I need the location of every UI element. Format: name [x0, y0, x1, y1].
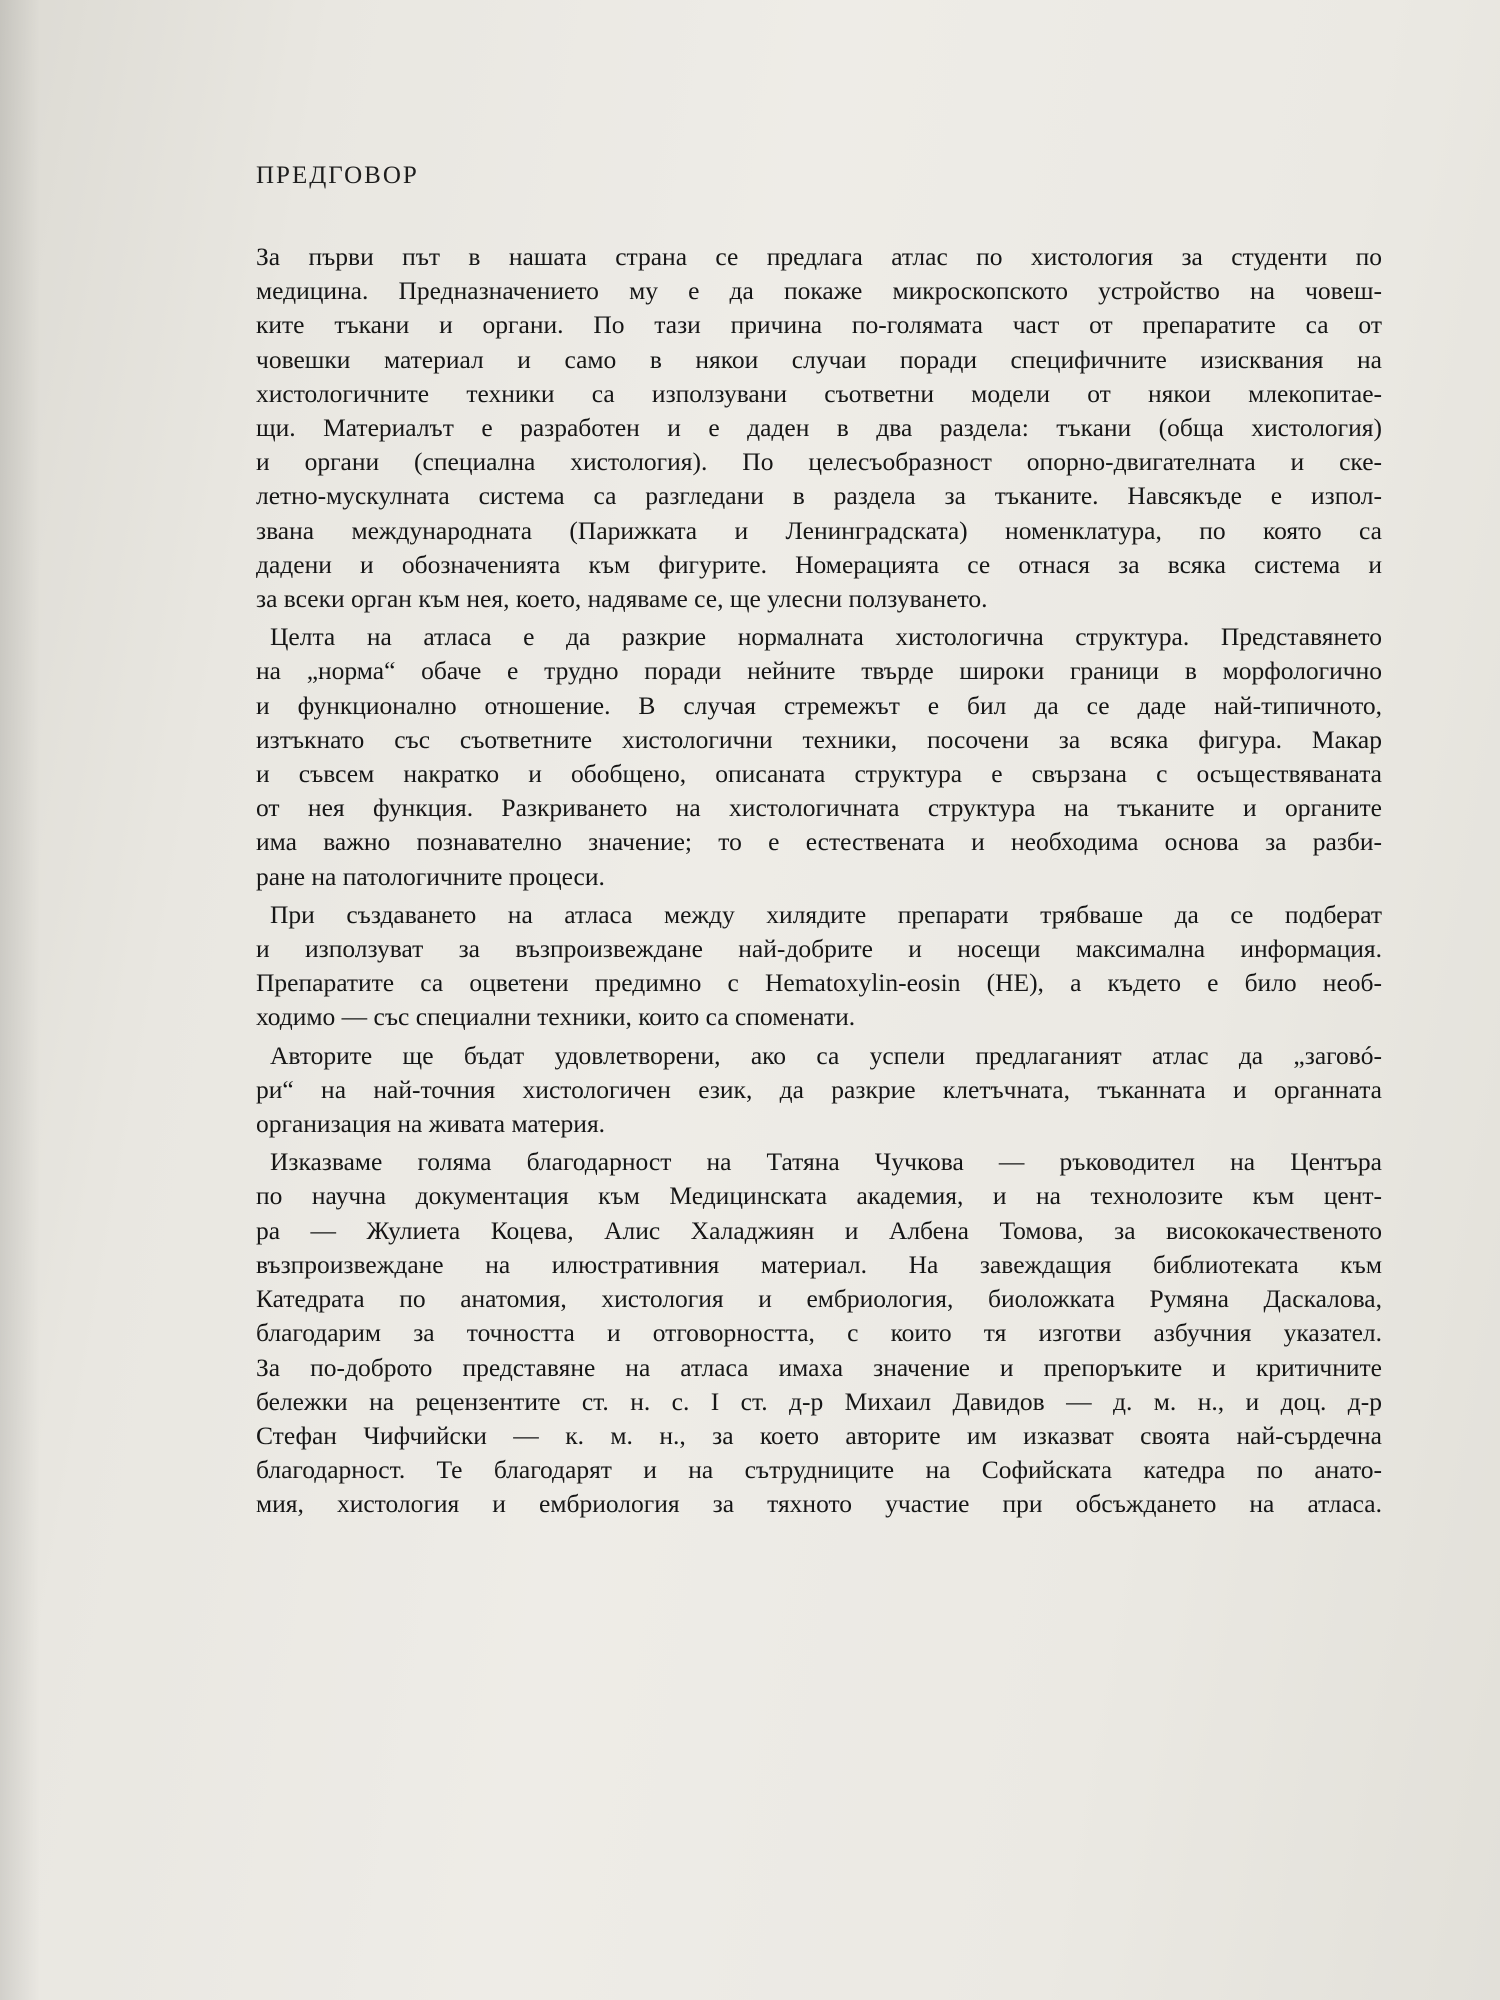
text-line: благодарност. Те благодарят и на сътрудниците на Софийската катедра по анато-	[256, 1455, 1382, 1485]
text-line: Целта на атласа е да разкрие нормалната хистологична структура. Представянето	[270, 622, 1382, 652]
text-line: Стефан Чифчийски — к. м. н., за което авторите им изказват своята най-сърдечна	[256, 1420, 1382, 1450]
text-line: За първи път в нашата страна се предлага атлас по хистология за студенти по	[256, 242, 1382, 271]
text-line: на „норма“ обаче е трудно поради нейните твърде широки граници в морфологично	[256, 656, 1382, 686]
text-line: ходимо — със специални техники, които са споменати.	[256, 1002, 856, 1032]
text-line: мия, хистология и ембриология за тяхното участие при обсъждането на атласа.	[256, 1489, 1382, 1519]
paragraph-3	[256, 898, 1382, 1035]
text-line: Препаратите са оцветени предимно с Hematoxylin-eosin (HE), а където е било необ-	[256, 968, 1382, 998]
text-line: ра — Жулиета Коцева, Алис Халаджиян и Албена Томова, за висококачественото	[256, 1215, 1382, 1245]
text-line: организация на живата материя.	[256, 1109, 606, 1139]
text-line: човешки материал и само в някои случаи поради специфичните изисквания на	[256, 344, 1382, 374]
text-line: бележки на рецензентите ст. н. с. I ст. д-р Михаил Давидов — д. м. н., и доц. д-р	[256, 1386, 1382, 1416]
text-line: ри“ на най-точния хистологичен език, да разкрие клетъчната, тъканната и органната	[256, 1074, 1382, 1104]
paragraph-4	[256, 1039, 1382, 1142]
text-line: и използуват за възпроизвеждане най-добрите и носещи максимална информация.	[256, 934, 1382, 964]
text-line: по научна документация към Медицинската академия, и на технолозите към цент-	[256, 1181, 1382, 1211]
text-line: и съвсем накратко и обобщено, описаната структура е свързана с осъществяваната	[256, 759, 1382, 789]
text-line: За по-доброто представяне на атласа имаха значение и препоръките и критичните	[256, 1352, 1382, 1382]
text-line: за всеки орган към нея, което, надяваме се, ще улесни ползуването.	[256, 584, 988, 614]
text-line: изтъкнато със съответните хистологични техники, посочени за всяка фигура. Макар	[256, 724, 1382, 754]
text-line: При създаването на атласа между хилядите препарати трябваше да се подберат	[270, 899, 1382, 929]
text-line: летно-мускулната система са разгледани в раздела за тъканите. Навсякъде е изпол-	[256, 481, 1382, 511]
page-title: ПРЕДГОВОР	[256, 162, 419, 189]
text-line: Изказваме голяма благодарност на Татяна Чучкова — ръководител на Центъра	[270, 1147, 1382, 1177]
text-line: звана международната (Парижката и Ленинградската) номенклатура, по която са	[256, 515, 1382, 545]
paragraph-2	[256, 620, 1382, 894]
text-line: Катедрата по анатомия, хистология и ембриология, биоложката Румяна Даскалова,	[256, 1284, 1382, 1314]
preface-text	[256, 240, 1382, 1526]
text-line: и функционално отношение. В случая стремежът е бил да се даде най-типичното,	[256, 690, 1382, 720]
paragraph-5	[256, 1145, 1382, 1521]
text-line: има важно познавателно значение; то е естествената и необходима основа за разби-	[256, 827, 1382, 857]
text-line: благодарим за точността и отговорността, с които тя изготви азбучния указател.	[256, 1318, 1382, 1348]
text-line: възпроизвеждане на илюстративния материал. На завеждащия библиотеката към	[256, 1249, 1382, 1279]
paragraph-1	[256, 240, 1382, 616]
text-line: дадени и обозначенията към фигурите. Номерацията се отнася за всяка система и	[256, 549, 1382, 579]
text-line: щи. Материалът е разработен и е даден в два раздела: тъкани (обща хистология)	[256, 413, 1382, 443]
text-line: от нея функция. Разкриването на хистологичната структура на тъканите и органите	[256, 793, 1382, 823]
text-line: и органи (специална хистология). По целесъобразност опорно-двигателната и ске-	[256, 447, 1382, 477]
text-line: медицина. Предназначението му е да покаже микроскопското устройство на човеш-	[256, 276, 1382, 306]
text-line: ране на патологичните процеси.	[256, 861, 605, 891]
text-line: Авторите ще бъдат удовлетворени, ако са успели предлаганият атлас да „заговó-	[270, 1040, 1382, 1070]
text-line: хистологичните техники са използувани съответни модели от някои млекопитае-	[256, 378, 1382, 408]
text-line: ките тъкани и органи. По тази причина по-голямата част от препаратите са от	[256, 310, 1382, 340]
